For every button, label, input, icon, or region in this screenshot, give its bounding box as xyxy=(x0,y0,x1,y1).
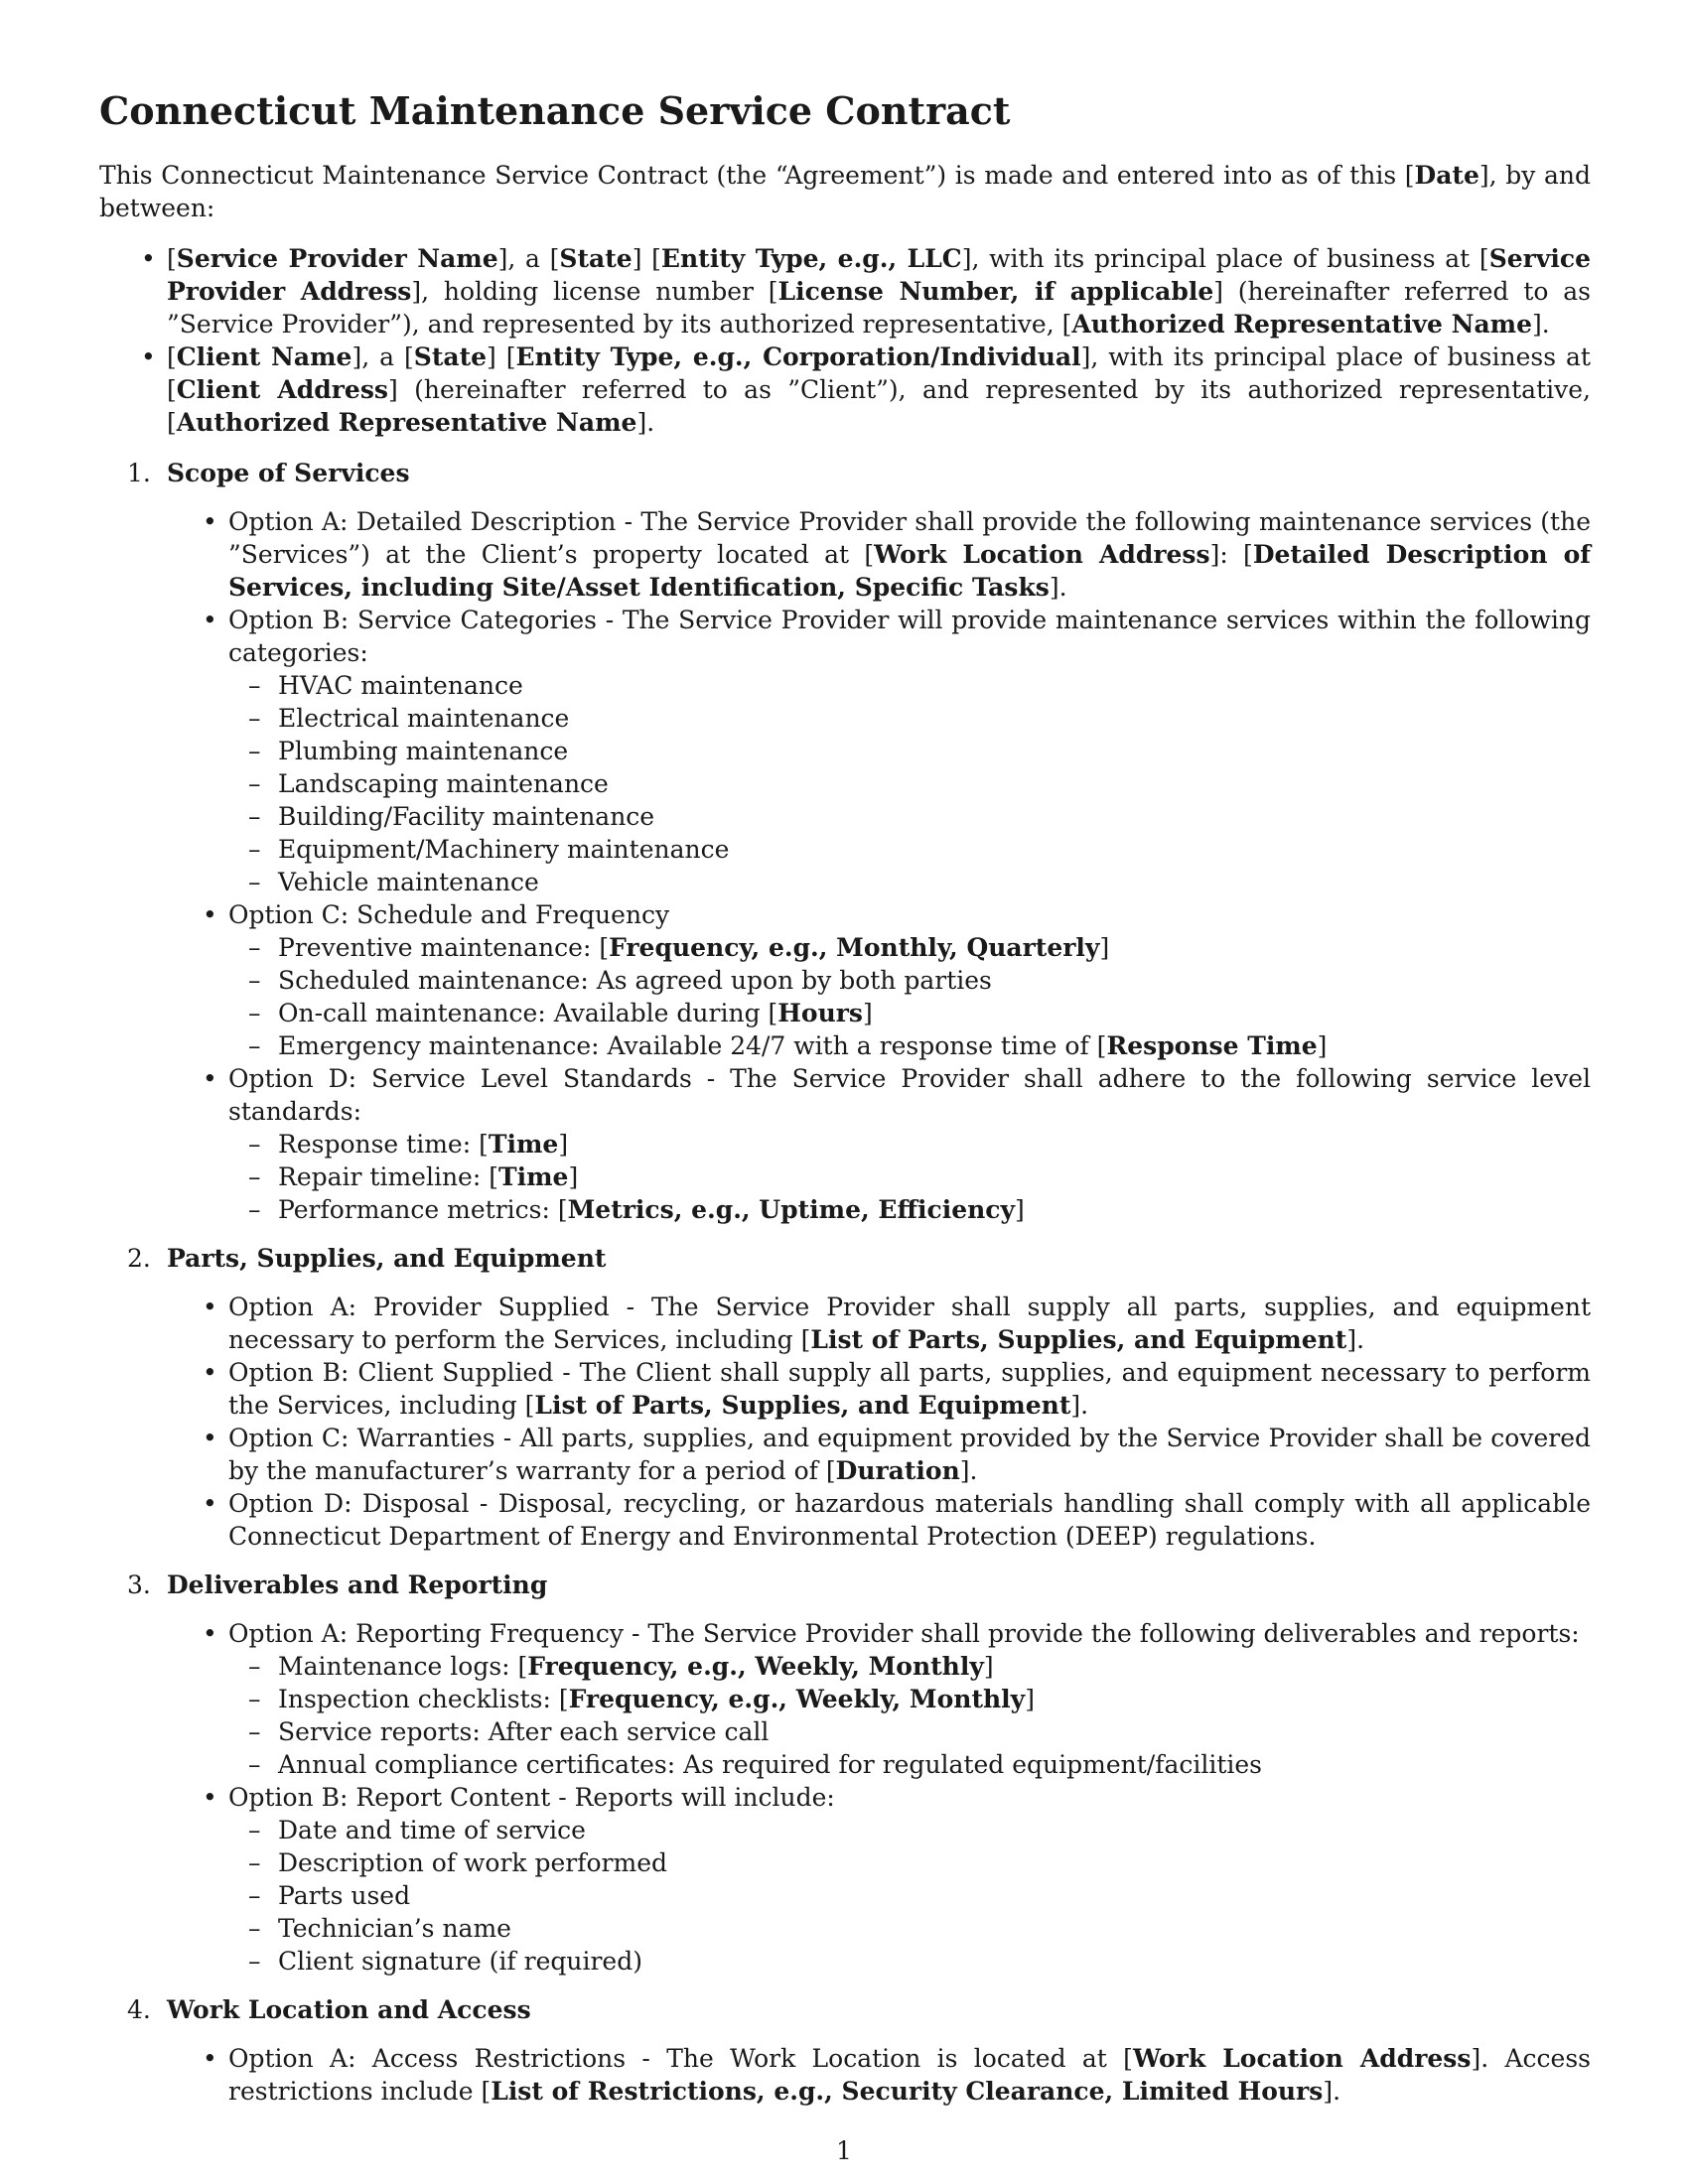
text-run: On-call maintenance: Available during [ xyxy=(278,999,778,1027)
party-item xyxy=(167,341,1591,439)
text-run: ] xyxy=(558,1130,569,1159)
option-item xyxy=(228,604,1591,898)
text-run: Option B: Report Content - Reports will include: xyxy=(228,1783,835,1812)
text-run: Option B: Service Categories - The Service Provider will provide maintenance services within the following categories: xyxy=(228,606,1591,667)
text-run: ]. xyxy=(1070,1391,1089,1420)
sub-option-item xyxy=(278,800,1591,833)
text-run: ], by and between: xyxy=(99,161,1591,222)
placeholder-field: List of Parts, Supplies, and Equipment xyxy=(534,1391,1071,1420)
text-run: Plumbing maintenance xyxy=(278,737,569,765)
text-run: Service reports: After each service call xyxy=(278,1717,770,1746)
options-list xyxy=(167,505,1591,1226)
text-run: ], a [ xyxy=(352,342,414,371)
text-run: ], with its principal place of business at [ xyxy=(167,342,1591,404)
placeholder-field: Detailed Description of Services, including Site/Asset Identification, Specific Tasks xyxy=(228,540,1591,602)
option-item xyxy=(228,505,1591,604)
text-run: ]. xyxy=(959,1456,978,1485)
text-run: ]. xyxy=(1532,310,1550,339)
sub-option-item xyxy=(278,1846,1591,1879)
options-list xyxy=(167,2042,1591,2108)
section-number: 1. xyxy=(127,459,151,487)
text-run: ] xyxy=(1099,933,1110,962)
section-title: Parts, Supplies, and Equipment xyxy=(167,1244,607,1273)
sections-list xyxy=(99,457,1591,2108)
text-run: Option A: Detailed Description - The Service Provider shall provide the following maintenance services (the ”Services”) at the Client’s property located at [ xyxy=(228,507,1591,569)
section-title: Deliverables and Reporting xyxy=(167,1570,548,1599)
placeholder-field: Frequency, e.g., Weekly, Monthly xyxy=(527,1652,984,1681)
text-run: ]. xyxy=(1323,2077,1341,2106)
placeholder-field: License Number, if applicable xyxy=(777,277,1214,306)
sub-option-item xyxy=(278,1945,1591,1978)
sub-option-item xyxy=(278,997,1591,1029)
placeholder-field: Entity Type, e.g., LLC xyxy=(660,244,962,273)
parties-list xyxy=(99,242,1591,439)
option-item xyxy=(228,1062,1591,1226)
options-list xyxy=(167,1617,1591,1978)
text-run: ], holding license number [ xyxy=(411,277,778,306)
sub-option-item xyxy=(278,767,1591,800)
text-run: ], with its principal place of business at [ xyxy=(961,244,1489,273)
placeholder-field: Hours xyxy=(777,999,863,1027)
section-item xyxy=(127,1993,1591,2108)
placeholder-field: Frequency, e.g., Monthly, Quarterly xyxy=(609,933,1100,962)
sub-option-item xyxy=(278,1160,1591,1193)
sub-option-item xyxy=(278,1128,1591,1160)
section-title: Scope of Services xyxy=(167,459,410,487)
placeholder-field: Service Provider Address xyxy=(167,244,1591,306)
text-run: ] [ xyxy=(487,342,516,371)
options-list xyxy=(167,1291,1591,1553)
text-run: Repair timeline: [ xyxy=(278,1162,498,1191)
placeholder-field: Service Provider Name xyxy=(176,244,498,273)
text-run: ] (hereinafter referred to as ”Client”), and represented by its authorized representative, [ xyxy=(167,375,1591,437)
section-item xyxy=(127,1569,1591,1978)
placeholder-field: State xyxy=(559,244,633,273)
option-item xyxy=(228,2042,1591,2108)
sub-option-item xyxy=(278,735,1591,767)
sub-options-list xyxy=(228,931,1591,1062)
section-item xyxy=(127,1242,1591,1553)
text-run: ], a [ xyxy=(497,244,560,273)
text-run: ]. xyxy=(1049,573,1067,602)
placeholder-field: Authorized Representative Name xyxy=(176,408,637,437)
option-item xyxy=(228,1487,1591,1553)
placeholder-field: Time xyxy=(497,1162,569,1191)
text-run: Option C: Schedule and Frequency xyxy=(228,900,670,929)
sub-option-item xyxy=(278,1193,1591,1226)
document-page xyxy=(99,87,1591,2123)
placeholder-field: State xyxy=(413,342,488,371)
document-title: Connecticut Maintenance Service Contract xyxy=(99,88,1011,133)
text-run: Landscaping maintenance xyxy=(278,769,609,798)
text-run: Maintenance logs: [ xyxy=(278,1652,528,1681)
text-run: Option A: Provider Supplied - The Service Provider shall supply all parts, supplies, and equipment necessary to perform the Services, including [ xyxy=(228,1293,1591,1354)
text-run: ] xyxy=(1015,1195,1025,1224)
placeholder-field: List of Restrictions, e.g., Security Clearance, Limited Hours xyxy=(491,2077,1324,2106)
text-run: Emergency maintenance: Available 24/7 with a response time of [ xyxy=(278,1031,1107,1060)
text-run: ] xyxy=(1025,1685,1035,1713)
text-run: Equipment/Machinery maintenance xyxy=(278,835,730,864)
sub-option-item xyxy=(278,866,1591,898)
text-run: ]. Access restrictions include [ xyxy=(228,2044,1591,2106)
text-run: Vehicle maintenance xyxy=(278,868,539,896)
text-run: Option A: Reporting Frequency - The Service Provider shall provide the following deliverables and reports: xyxy=(228,1619,1580,1648)
section-number: 3. xyxy=(127,1570,151,1599)
text-run: Date and time of service xyxy=(278,1816,586,1844)
text-run: [ xyxy=(167,342,177,371)
section-title: Work Location and Access xyxy=(167,1995,531,2024)
section-number: 4. xyxy=(127,1995,151,2024)
text-run: ] xyxy=(863,999,873,1027)
text-run: Parts used xyxy=(278,1881,411,1910)
sub-option-item xyxy=(278,1748,1591,1781)
placeholder-field: Work Location Address xyxy=(1132,2044,1472,2073)
sub-options-list xyxy=(228,669,1591,898)
text-run: Option C: Warranties - All parts, supplies, and equipment provided by the Service Provider shall be covered by the manufacturer’s warranty for a period of [ xyxy=(228,1424,1591,1485)
sub-option-item xyxy=(278,1650,1591,1683)
option-item xyxy=(228,1356,1591,1422)
section-number: 2. xyxy=(127,1244,151,1273)
placeholder-field: Response Time xyxy=(1106,1031,1318,1060)
option-item xyxy=(228,1617,1591,1781)
sub-option-item xyxy=(278,1912,1591,1945)
placeholder-field: Date xyxy=(1414,161,1479,190)
section-item xyxy=(127,457,1591,1226)
text-run: Technician’s name xyxy=(278,1914,511,1943)
text-run: [ xyxy=(167,244,177,273)
text-run: This Connecticut Maintenance Service Contract (the “Agreement”) is made and entered into as of this [ xyxy=(99,161,1415,190)
text-run: Inspection checklists: [ xyxy=(278,1685,569,1713)
text-run: Building/Facility maintenance xyxy=(278,802,655,831)
text-run: Response time: [ xyxy=(278,1130,489,1159)
text-run: Option B: Client Supplied - The Client shall supply all parts, supplies, and equipment necessary to perform the Services, including [ xyxy=(228,1358,1591,1420)
placeholder-field: Work Location Address xyxy=(874,540,1210,569)
sub-option-item xyxy=(278,1814,1591,1846)
text-run: Option D: Service Level Standards - The Service Provider shall adhere to the following service level standards: xyxy=(228,1064,1591,1126)
text-run: Description of work performed xyxy=(278,1848,668,1877)
sub-option-item xyxy=(278,1879,1591,1912)
placeholder-field: Entity Type, e.g., Corporation/Individual xyxy=(515,342,1081,371)
sub-option-item xyxy=(278,964,1591,997)
sub-option-item xyxy=(278,669,1591,702)
sub-option-item xyxy=(278,833,1591,866)
option-item xyxy=(228,1291,1591,1356)
placeholder-field: Authorized Representative Name xyxy=(1071,310,1533,339)
text-run: Annual compliance certificates: As required for regulated equipment/facilities xyxy=(278,1750,1263,1779)
text-run: ] xyxy=(983,1652,994,1681)
text-run: Option D: Disposal - Disposal, recycling, or hazardous materials handling shall comply with all applicable Connecticut Department of Energy and Environmental Protection (DEEP) regulations. xyxy=(228,1489,1591,1551)
sub-option-item xyxy=(278,1683,1591,1715)
text-run: Preventive maintenance: [ xyxy=(278,933,610,962)
text-run: ] xyxy=(568,1162,579,1191)
text-run: Scheduled maintenance: As agreed upon by both parties xyxy=(278,966,992,995)
sub-option-item xyxy=(278,1029,1591,1062)
placeholder-field: Frequency, e.g., Weekly, Monthly xyxy=(568,1685,1026,1713)
option-item xyxy=(228,898,1591,1062)
placeholder-field: Client Address xyxy=(176,375,388,404)
text-run: ] (hereinafter referred to as ”Service Provider”), and represented by its authorized representative, [ xyxy=(167,277,1592,339)
placeholder-field: Client Name xyxy=(176,342,352,371)
sub-option-item xyxy=(278,1715,1591,1748)
option-item xyxy=(228,1781,1591,1978)
party-item xyxy=(167,242,1591,341)
page-number: 1 xyxy=(836,2136,852,2165)
text-run: ] xyxy=(1317,1031,1328,1060)
placeholder-field: Time xyxy=(488,1130,559,1159)
text-run: ]. xyxy=(1346,1325,1365,1354)
text-run: HVAC maintenance xyxy=(278,671,523,700)
text-run: ]. xyxy=(636,408,655,437)
sub-option-item xyxy=(278,931,1591,964)
text-run: Electrical maintenance xyxy=(278,704,570,733)
sub-options-list xyxy=(228,1814,1591,1978)
sub-option-item xyxy=(278,702,1591,735)
intro-paragraph xyxy=(99,159,1591,224)
sub-options-list xyxy=(228,1128,1591,1226)
placeholder-field: List of Parts, Supplies, and Equipment xyxy=(810,1325,1347,1354)
text-run: ]: [ xyxy=(1209,540,1253,569)
sub-options-list xyxy=(228,1650,1591,1781)
text-run: ] [ xyxy=(632,244,661,273)
placeholder-field: Duration xyxy=(835,1456,960,1485)
option-item xyxy=(228,1422,1591,1487)
text-run: Option A: Access Restrictions - The Work Location is located at [ xyxy=(228,2044,1133,2073)
text-run: Client signature (if required) xyxy=(278,1947,642,1976)
text-run: Performance metrics: [ xyxy=(278,1195,568,1224)
placeholder-field: Metrics, e.g., Uptime, Efficiency xyxy=(567,1195,1016,1224)
